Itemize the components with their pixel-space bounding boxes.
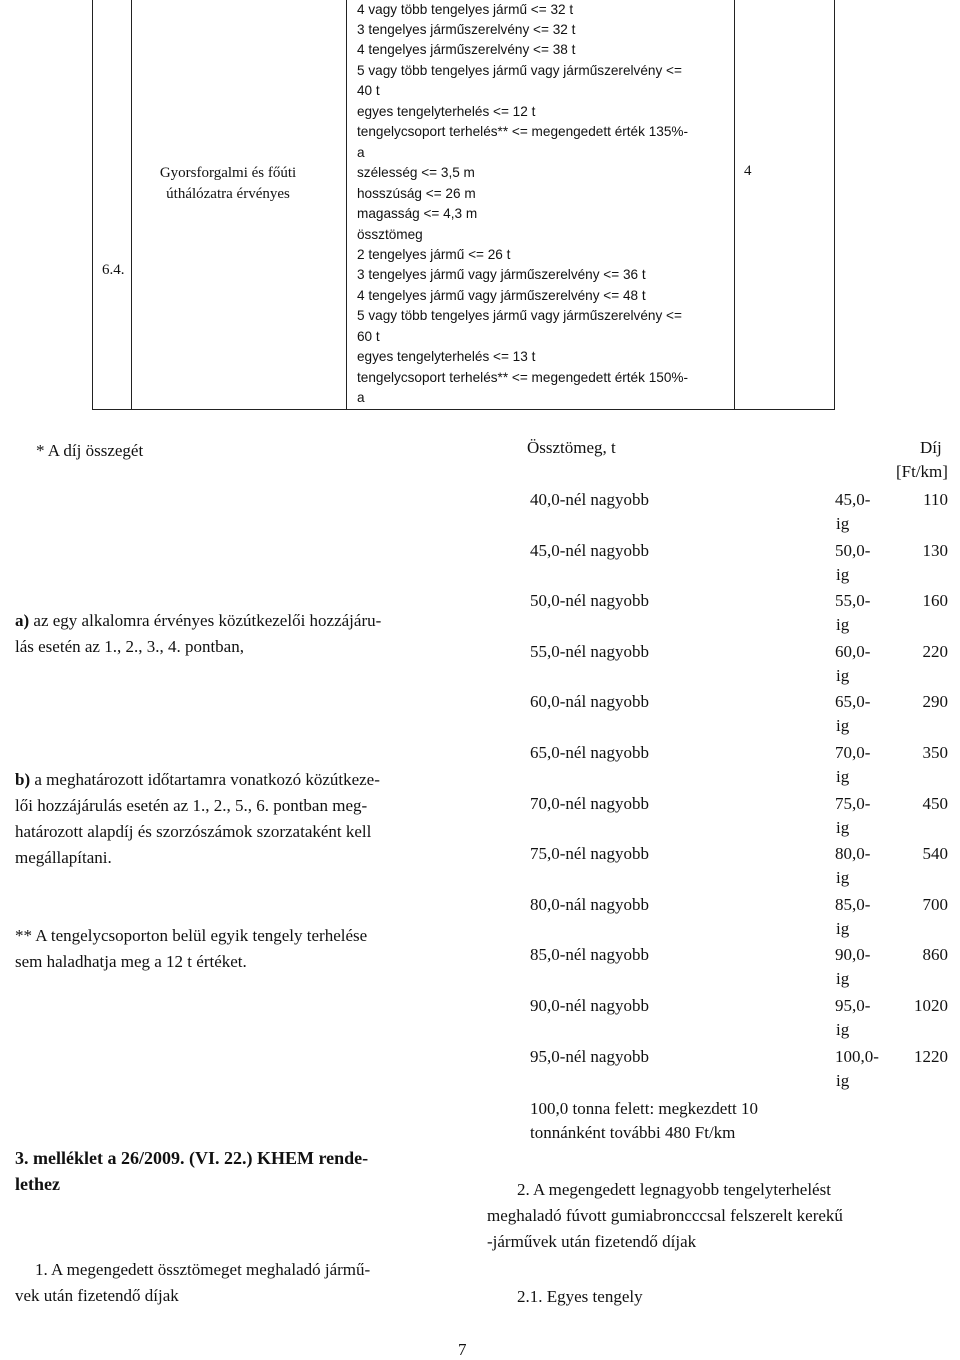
requirement-line: tengelycsoport terhelés** <= megengedett érték 150%- [357, 370, 688, 385]
fee-row-from: 45,0-nél nagyobb [530, 541, 649, 560]
fee-row-from: 60,0-nál nagyobb [530, 692, 649, 711]
fee-row-from: 80,0-nál nagyobb [530, 895, 649, 914]
fee-row-fee: 350 [922, 743, 948, 762]
requirement-line: 4 tengelyes jármű vagy járműszerelvény <= 48 t [357, 288, 646, 303]
fee-row-fee: 450 [922, 794, 948, 813]
requirement-line: 3 tengelyes járműszerelvény <= 32 t [357, 22, 576, 37]
fee-row-to-suffix: ig [836, 666, 850, 685]
fee-row-to: 45,0- [835, 490, 871, 509]
header-mass: Össztömeg, t [527, 438, 616, 457]
fee-row-to-suffix: ig [836, 514, 850, 533]
fee-row-from: 50,0-nél nagyobb [530, 591, 649, 610]
fee-row-to-suffix: ig [836, 1020, 850, 1039]
item-a [15, 608, 445, 660]
requirement-line: össztömeg [357, 227, 423, 242]
requirement-line: 40 t [357, 83, 380, 98]
fee-row-to-suffix: ig [836, 969, 850, 988]
fee-row-fee: 540 [922, 844, 948, 863]
fee-row-fee: 160 [922, 591, 948, 610]
axle-group-note-line: ** A tengelycsoporton belül egyik tengely terhelése [15, 926, 368, 945]
requirement-line: szélesség <= 3,5 m [357, 165, 475, 180]
row-value: 4 [744, 163, 752, 179]
section-2-heading-line: 2. A megengedett legnagyobb tengelyterhelést [517, 1180, 831, 1199]
annex-title-line: 3. melléklet a 26/2009. (VI. 22.) KHEM rende- [15, 1148, 369, 1168]
fee-row-to: 50,0- [835, 541, 871, 560]
requirement-line: 5 vagy több tengelyes jármű vagy járműszerelvény <= [357, 308, 682, 323]
fee-row-to: 80,0- [835, 844, 871, 863]
fee-note: * A díj összegét [36, 441, 144, 460]
fee-row-to: 90,0- [835, 945, 871, 964]
fee-row-to-suffix: ig [836, 919, 850, 938]
item-b-label: b) [15, 770, 31, 789]
fee-row-to-suffix: ig [836, 1071, 850, 1090]
annex-title [15, 1145, 368, 1197]
item-a-text-cont: lás esetén az 1., 2., 3., 4. pontban, [15, 637, 244, 656]
page-number: 7 [458, 1340, 467, 1359]
over-100-note-line: 100,0 tonna felett: megkezdett 10 [530, 1099, 759, 1118]
requirement-line: 5 vagy több tengelyes jármű vagy járműszerelvény <= [357, 63, 682, 78]
road-category [118, 163, 338, 205]
requirement-line: egyes tengelyterhelés <= 12 t [357, 104, 536, 119]
requirement-line: 3 tengelyes jármű vagy járműszerelvény <= 36 t [357, 267, 646, 282]
header-fee: Díj [920, 438, 942, 457]
axle-group-note-line: sem haladhatja meg a 12 t értéket. [15, 952, 247, 971]
requirement-line: 4 tengelyes járműszerelvény <= 38 t [357, 42, 576, 57]
item-b [15, 767, 445, 871]
requirement-line: egyes tengelyterhelés <= 13 t [357, 349, 536, 364]
fee-row-to: 85,0- [835, 895, 871, 914]
item-b-text-cont: megállapítani. [15, 848, 112, 867]
fee-row-fee: 220 [922, 642, 948, 661]
item-a-label: a) [15, 611, 30, 630]
fee-row-fee: 130 [922, 541, 948, 560]
table-divider-2 [346, 0, 347, 410]
over-100-note-line: tonnánként további 480 Ft/km [530, 1123, 736, 1142]
fee-row-to: 100,0- [835, 1047, 879, 1066]
requirement-line: magasság <= 4,3 m [357, 206, 478, 221]
requirement-line: a [357, 145, 365, 160]
fee-row-to: 95,0- [835, 996, 871, 1015]
fee-row-from: 95,0-nél nagyobb [530, 1047, 649, 1066]
annex-title-line: lethez [15, 1174, 60, 1194]
road-category-line: úthálózatra érvényes [166, 186, 290, 202]
item-b-text: a meghatározott időtartamra vonatkozó közútkeze- [30, 770, 380, 789]
section-2-heading-line: meghaladó fúvott gumiabroncccsal felszerelt kerekű [487, 1206, 843, 1225]
fee-row-from: 70,0-nél nagyobb [530, 794, 649, 813]
requirement-line: a [357, 390, 365, 405]
requirement-line: tengelycsoport terhelés** <= megengedett érték 135%- [357, 124, 688, 139]
over-100-note [530, 1097, 758, 1145]
fee-row-fee: 860 [922, 945, 948, 964]
section-2-heading [487, 1177, 927, 1255]
fee-row-from: 40,0-nél nagyobb [530, 490, 649, 509]
table-divider-1 [131, 0, 132, 410]
fee-row-from: 65,0-nél nagyobb [530, 743, 649, 762]
fee-row-to-suffix: ig [836, 716, 850, 735]
row-number: 6.4. [102, 262, 125, 278]
table-border-right [834, 0, 835, 410]
item-b-text-cont: határozott alapdíj és szorzószámok szorzataként kell [15, 822, 372, 841]
header-fee-unit: [Ft/km] [896, 462, 948, 481]
fee-row-fee: 700 [922, 895, 948, 914]
requirement-line: 2 tengelyes jármű <= 26 t [357, 247, 511, 262]
table-divider-3 [734, 0, 735, 410]
fee-row-fee: 1020 [914, 996, 948, 1015]
fee-row-to-suffix: ig [836, 615, 850, 634]
fee-row-from: 85,0-nél nagyobb [530, 945, 649, 964]
requirement-line: hosszúság <= 26 m [357, 186, 476, 201]
fee-row-to: 60,0- [835, 642, 871, 661]
fee-row-to-suffix: ig [836, 868, 850, 887]
section-2-heading-line: -járművek után fizetendő díjak [487, 1232, 697, 1251]
fee-row-to-suffix: ig [836, 818, 850, 837]
requirement-line: 60 t [357, 329, 380, 344]
fee-row-from: 75,0-nél nagyobb [530, 844, 649, 863]
fee-row-to: 70,0- [835, 743, 871, 762]
table-border-bottom [92, 409, 835, 410]
fee-row-from: 55,0-nél nagyobb [530, 642, 649, 661]
table-border-left [92, 0, 93, 410]
fee-row-to: 75,0- [835, 794, 871, 813]
section-1-heading-line: vek után fizetendő díjak [15, 1286, 179, 1305]
fee-row-fee: 1220 [914, 1047, 948, 1066]
item-a-text: az egy alkalomra érvényes közútkezelői hozzájáru- [29, 611, 382, 630]
fee-row-to-suffix: ig [836, 767, 850, 786]
fee-row-to: 55,0- [835, 591, 871, 610]
section-2-1-heading: 2.1. Egyes tengely [517, 1287, 643, 1306]
fee-row-to: 65,0- [835, 692, 871, 711]
fee-row-fee: 110 [923, 490, 948, 509]
requirement-line: 4 vagy több tengelyes jármű <= 32 t [357, 2, 574, 17]
section-1-heading [15, 1257, 370, 1309]
axle-group-note [15, 923, 445, 975]
road-category-line: Gyorsforgalmi és főúti [159, 165, 297, 181]
item-b-text-cont: lői hozzájárulás esetén az 1., 2., 5., 6. pontban meg- [15, 796, 368, 815]
fee-row-fee: 290 [922, 692, 948, 711]
section-1-heading-line: 1. A megengedett össztömeget meghaladó jármű- [35, 1260, 371, 1279]
fee-row-to-suffix: ig [836, 565, 850, 584]
fee-row-from: 90,0-nél nagyobb [530, 996, 649, 1015]
